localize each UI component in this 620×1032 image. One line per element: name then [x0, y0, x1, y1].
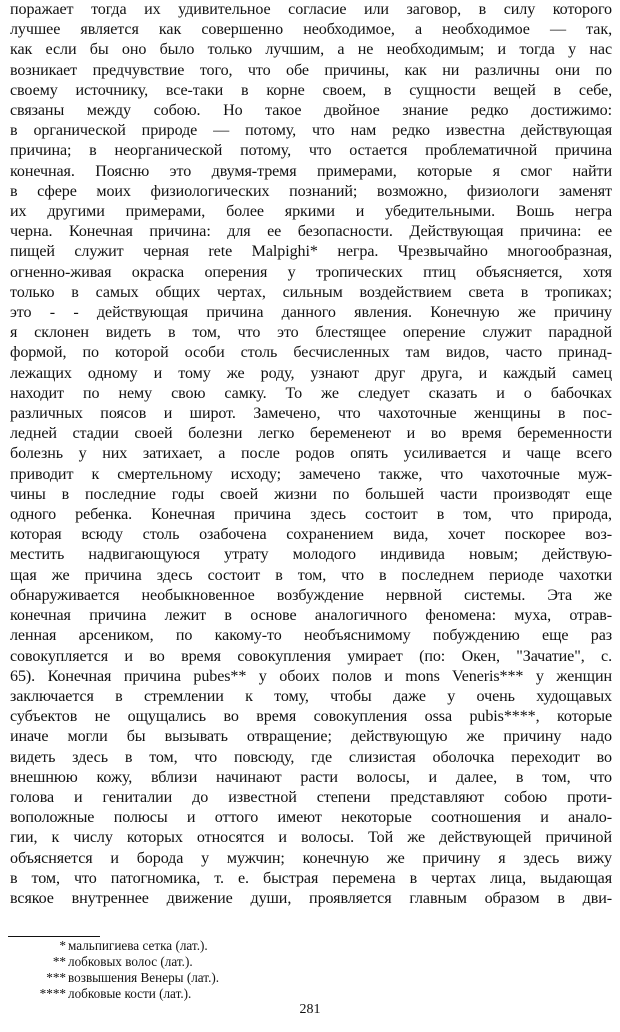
text-line: внешнюю кожу, вблизи начинают расти волосы, и далее, в том, что	[10, 768, 612, 786]
text-line: связаны между собою. Но такое двойное знание редко достижимо:	[10, 102, 612, 120]
text-line: гии, к числу которых относятся и волосы. Той же действующей причиной	[10, 829, 612, 847]
text-line: формой, по которой особи столь бесчисленных там видов, часто принад-	[10, 344, 612, 362]
footnotes	[36, 938, 219, 1002]
text-line: лучшее является как совершенно необходимое, а необходимое — так,	[10, 21, 612, 39]
text-line: видеть здесь в том, что повсюду, где слизистая оболочка переходит во	[10, 748, 612, 766]
text-line: в том, что патогномика, т. е. быстрая перемена в чертах лица, выдающая	[10, 869, 612, 887]
text-line: причина; в неорганической потому, что остается проблематичной причина	[10, 142, 612, 160]
text-line: ледней стадии своей болезни легко беременеют и во время беременности	[10, 425, 612, 443]
text-line: находит по нему свою самку. То же следует сказать и о бабочках	[10, 384, 612, 402]
text-line: объясняется и борода у мужчин; конечную же причину я здесь вижу	[10, 849, 612, 867]
text-line: пищей служит черная rete Malpighi* негра. Чрезвычайно многообразная,	[10, 243, 612, 261]
text-line: поражает тогда их удивительное согласие или заговор, в силу которого	[10, 1, 612, 18]
footnote-divider	[8, 936, 100, 937]
footnote-text: возвышения Венеры (лат.).	[68, 970, 220, 985]
text-line: конечная. Поясню это двумя-тремя примерами, которые я смог найти	[10, 162, 612, 180]
text-line: обнаруживается необыкновенное возбуждение нервной системы. Эта же	[10, 586, 612, 604]
text-line: щая же причина здесь состоит в том, что в последнем периоде чахотки	[10, 566, 612, 584]
text-line: возникает предчувствие того, что обе причины, как ни различны они по	[10, 61, 612, 79]
text-line: в органической природе — потому, что нам редко известна действующая	[10, 122, 612, 140]
text-line: всякое внутреннее движение души, проявляется главным образом в дви-	[10, 889, 612, 907]
text-line: воположные полюсы и оттого имеют некоторые соотношения и анало-	[10, 809, 612, 827]
footnote-text: лобковых волос (лат.).	[68, 954, 193, 969]
text-line: субъектов не ощущались во время совокупления ossa pubis****, которые	[10, 708, 612, 726]
text-line: огненно-живая окраска оперения у тропических птиц объясняется, хотя	[10, 263, 612, 281]
text-line: их другими примерами, более яркими и убедительными. Вошь негра	[10, 203, 612, 221]
text-line: в сфере моих физиологических познаний; возможно, физиологи заменят	[10, 182, 612, 200]
footnote-mark: *	[59, 938, 66, 953]
footnote	[36, 986, 219, 1002]
text-line: голова и гениталии до известной степени представляют собою проти-	[10, 788, 612, 806]
text-line: одного ребенка. Конечная причина здесь состоит в том, что природа,	[10, 506, 612, 524]
text-line: конечная причина лежит в основе аналогичного феномена: муха, отрав-	[10, 607, 612, 625]
text-line: 65). Конечная причина pubes** у обоих полов и mons Veneris*** у женщин	[10, 667, 612, 685]
text-line: заключается в стремлении к тому, чтобы даже у очень худощавых	[10, 687, 612, 705]
footnote-mark: ***	[46, 970, 66, 985]
footnote	[36, 970, 219, 986]
text-line: как если бы оно было только лучшим, а не необходимым; и тогда у нас	[10, 41, 612, 59]
text-line: это - - действующая причина данного явления. Конечную же причину	[10, 304, 612, 322]
text-line: совокупляется и во время совокупления умирает (по: Окен, "Зачатие", с.	[10, 647, 612, 665]
footnote-mark: **	[52, 954, 66, 969]
body-text	[10, 0, 612, 909]
text-line: черна. Конечная причина: для ее безопасности. Действующая причина: ее	[10, 223, 612, 241]
text-line: которая всюду столь озабочена сохранением вида, хочет поскорее воз-	[10, 526, 612, 544]
text-line: я склонен видеть в том, что это блестящее оперение служит парадной	[10, 324, 612, 342]
text-line: приводит к смертельному исходу; замечено также, что чахоточные муж-	[10, 465, 612, 483]
text-line: ленная арсеником, по какому-то необъяснимому побуждению еще раз	[10, 627, 612, 645]
footnote	[36, 954, 219, 970]
text-line: иначе могли бы вызывать отвращение; действующую же причину надо	[10, 728, 612, 746]
page-number: 281	[299, 1002, 321, 1017]
text-line: болезнь у них затихает, а после родов опять усиливается и чаще всего	[10, 445, 612, 463]
footnote	[36, 938, 219, 954]
footnote-mark: ****	[39, 986, 66, 1001]
footnote-text: мальпигиева сетка (лат.).	[68, 938, 208, 953]
text-line: чины в последние годы своей жизни по большей части производят еще	[10, 485, 612, 503]
text-line: только в самых общих чертах, сильным воздействием света в тропиках;	[10, 283, 612, 301]
text-line: лежащих одному и тому же роду, узнают друг друга, и каждый самец	[10, 364, 612, 382]
text-line: различных поясов и широт. Замечено, что чахоточные женщины в пос-	[10, 405, 612, 423]
text-line: местить надвигающуюся утрату молодого индивида новым; действую-	[10, 546, 612, 564]
footnote-text: лобковые кости (лат.).	[68, 986, 192, 1001]
text-line: своему источнику, все-таки в корне своем, в сущности вещей в себе,	[10, 81, 612, 99]
